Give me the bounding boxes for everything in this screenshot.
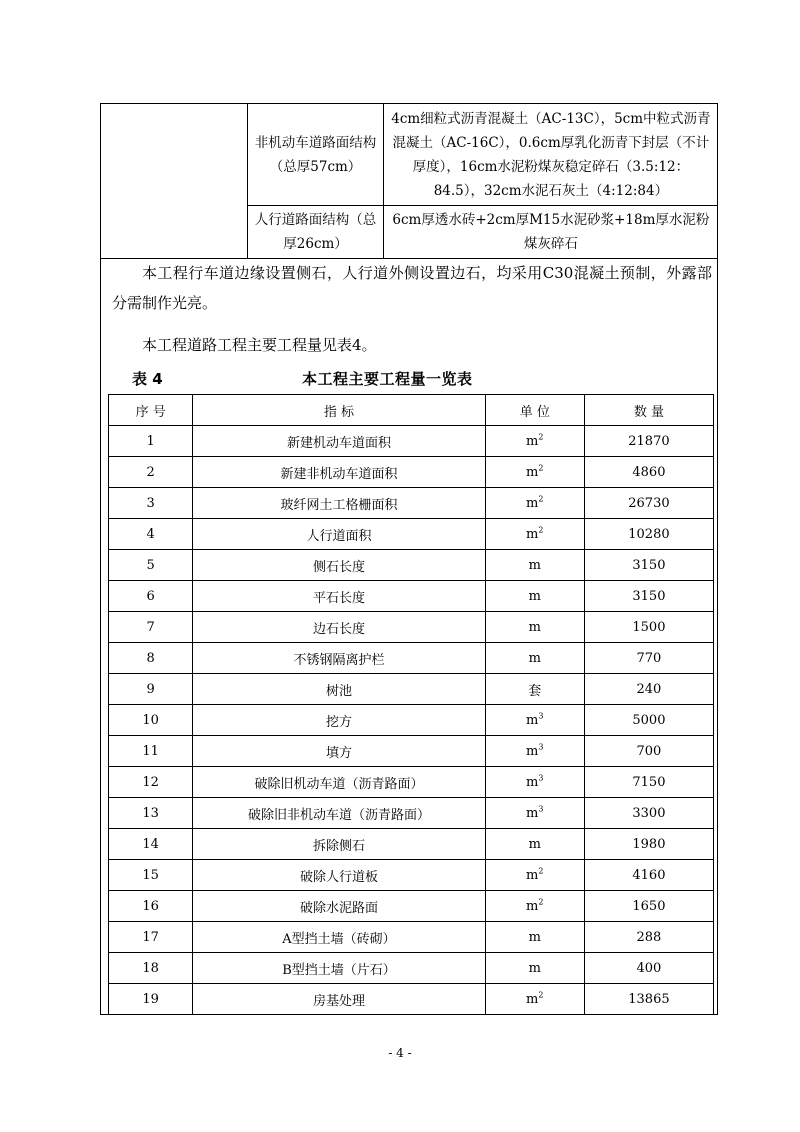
row-item: 新建非机动车道面积 (193, 457, 485, 488)
row-unit (485, 829, 584, 860)
unit-exponent: 3 (538, 742, 544, 752)
row-unit (485, 519, 584, 550)
row-value: 240 (584, 674, 713, 705)
row-value: 4160 (584, 860, 713, 891)
header-no: 序 号 (109, 395, 193, 426)
row-number: 12 (109, 767, 193, 798)
quantity-table (108, 394, 714, 1015)
table-row (109, 922, 714, 953)
unit-base: m (528, 929, 541, 945)
quantity-intro-paragraph: 本工程道路工程主要工程量见表4。 (142, 336, 377, 354)
row-unit (485, 767, 584, 798)
unit-base: m (526, 743, 539, 759)
row-number: 13 (109, 798, 193, 829)
row-number: 15 (109, 860, 193, 891)
row-unit (485, 581, 584, 612)
header-unit: 单 位 (485, 395, 584, 426)
table-title: 本工程主要工程量一览表 (302, 370, 473, 388)
table-row (109, 612, 714, 643)
structure-spec: 4cm细粒式沥青混凝土（AC-13C），5cm中粒式沥青混凝土（AC-16C），0.6cm厚乳化沥青下封层（不计厚度），16cm水泥粉煤灰稳定碎石（3.5:12：84.5），32cm水泥石灰土（4:12:84） (383, 104, 718, 206)
row-item: 新建机动车道面积 (193, 426, 485, 457)
row-unit (485, 736, 584, 767)
unit-exponent: 3 (538, 773, 544, 783)
row-item: 填方 (193, 736, 485, 767)
row-unit (485, 798, 584, 829)
row-item: 破除旧机动车道（沥青路面） (193, 767, 485, 798)
row-number: 19 (109, 984, 193, 1015)
row-value: 5000 (584, 705, 713, 736)
row-item: 不锈钢隔离护栏 (193, 643, 485, 674)
row-number: 18 (109, 953, 193, 984)
row-value: 400 (584, 953, 713, 984)
unit-exponent: 3 (538, 804, 544, 814)
row-unit (485, 984, 584, 1015)
row-item: 破除旧非机动车道（沥青路面） (193, 798, 485, 829)
row-item: 拆除侧石 (193, 829, 485, 860)
curb-paragraph: 本工程行车道边缘设置侧石，人行道外侧设置边石，均采用C30混凝土预制，外露部分需制作光亮。 (112, 264, 712, 312)
row-number: 11 (109, 736, 193, 767)
row-number: 1 (109, 426, 193, 457)
row-value: 1500 (584, 612, 713, 643)
row-number: 2 (109, 457, 193, 488)
unit-base: m (526, 495, 539, 511)
row-item: 挖方 (193, 705, 485, 736)
unit-base: m (526, 433, 539, 449)
row-value: 1650 (584, 891, 713, 922)
structure-group-cell (100, 104, 248, 259)
row-value: 770 (584, 643, 713, 674)
table-row (109, 457, 714, 488)
row-unit (485, 705, 584, 736)
row-value: 1980 (584, 829, 713, 860)
unit-base: m (526, 526, 539, 542)
row-value: 288 (584, 922, 713, 953)
row-value: 3300 (584, 798, 713, 829)
header-item: 指 标 (193, 395, 485, 426)
row-unit (485, 922, 584, 953)
row-unit (485, 457, 584, 488)
unit-base: m (526, 805, 539, 821)
unit-exponent: 3 (538, 711, 544, 721)
table-body (109, 426, 714, 1015)
table-row (109, 984, 714, 1015)
table-row (109, 550, 714, 581)
unit-base: m (528, 960, 541, 976)
row-value: 3150 (584, 550, 713, 581)
unit-exponent: 2 (538, 897, 544, 907)
table-row (109, 488, 714, 519)
unit-base: m (528, 619, 541, 635)
row-unit (485, 488, 584, 519)
row-unit (485, 953, 584, 984)
header-value: 数 量 (584, 395, 713, 426)
table-row (109, 860, 714, 891)
row-unit (485, 426, 584, 457)
unit-exponent: 2 (538, 432, 544, 442)
table-row (109, 829, 714, 860)
table-row (109, 736, 714, 767)
unit-base: m (526, 867, 539, 883)
unit-base: m (528, 836, 541, 852)
unit-base: m (526, 898, 539, 914)
row-item: B型挡土墙（片石） (193, 953, 485, 984)
row-value: 4860 (584, 457, 713, 488)
row-number: 8 (109, 643, 193, 674)
unit-base: m (526, 774, 539, 790)
table-row (109, 953, 714, 984)
unit-exponent: 2 (538, 525, 544, 535)
table-row (109, 581, 714, 612)
structure-label: 人行道路面结构（总厚26cm） (248, 206, 384, 259)
row-number: 7 (109, 612, 193, 643)
row-item: 破除人行道板 (193, 860, 485, 891)
row-number: 6 (109, 581, 193, 612)
table-row (109, 426, 714, 457)
structure-row (100, 104, 718, 206)
row-unit (485, 891, 584, 922)
table-row (109, 705, 714, 736)
row-item: 树池 (193, 674, 485, 705)
row-value: 21870 (584, 426, 713, 457)
unit-base: 套 (528, 683, 542, 699)
row-number: 3 (109, 488, 193, 519)
row-unit (485, 643, 584, 674)
table-row (109, 519, 714, 550)
row-number: 14 (109, 829, 193, 860)
table-row (109, 798, 714, 829)
row-value: 13865 (584, 984, 713, 1015)
page-number: - 4 - (388, 1046, 412, 1060)
row-unit (485, 860, 584, 891)
row-item: 边石长度 (193, 612, 485, 643)
unit-exponent: 2 (538, 990, 544, 1000)
row-item: 平石长度 (193, 581, 485, 612)
row-item: A型挡土墙（砖砌） (193, 922, 485, 953)
structure-spec: 6cm厚透水砖+2cm厚M15水泥砂浆+18m厚水泥粉煤灰碎石 (383, 206, 718, 259)
row-item: 人行道面积 (193, 519, 485, 550)
row-number: 16 (109, 891, 193, 922)
row-unit (485, 550, 584, 581)
row-value: 26730 (584, 488, 713, 519)
row-value: 10280 (584, 519, 713, 550)
unit-exponent: 2 (538, 866, 544, 876)
unit-base: m (526, 712, 539, 728)
table-row (109, 643, 714, 674)
unit-exponent: 2 (538, 463, 544, 473)
row-item: 破除水泥路面 (193, 891, 485, 922)
row-item: 房基处理 (193, 984, 485, 1015)
table-header-row (109, 395, 714, 426)
table-row (109, 891, 714, 922)
row-value: 700 (584, 736, 713, 767)
unit-base: m (528, 557, 541, 573)
unit-base: m (526, 991, 539, 1007)
table-row (109, 674, 714, 705)
unit-exponent: 2 (538, 494, 544, 504)
row-unit (485, 612, 584, 643)
row-number: 10 (109, 705, 193, 736)
table-row (109, 767, 714, 798)
row-number: 4 (109, 519, 193, 550)
unit-base: m (528, 588, 541, 604)
row-value: 3150 (584, 581, 713, 612)
row-item: 侧石长度 (193, 550, 485, 581)
pavement-structure-table (100, 103, 718, 259)
unit-base: m (528, 650, 541, 666)
row-item: 玻纤网土工格栅面积 (193, 488, 485, 519)
row-number: 9 (109, 674, 193, 705)
row-number: 5 (109, 550, 193, 581)
row-value: 7150 (584, 767, 713, 798)
structure-label: 非机动车道路面结构（总厚57cm） (248, 104, 384, 206)
unit-base: m (526, 464, 539, 480)
row-unit (485, 674, 584, 705)
row-number: 17 (109, 922, 193, 953)
table-label: 表 4 (132, 370, 163, 388)
